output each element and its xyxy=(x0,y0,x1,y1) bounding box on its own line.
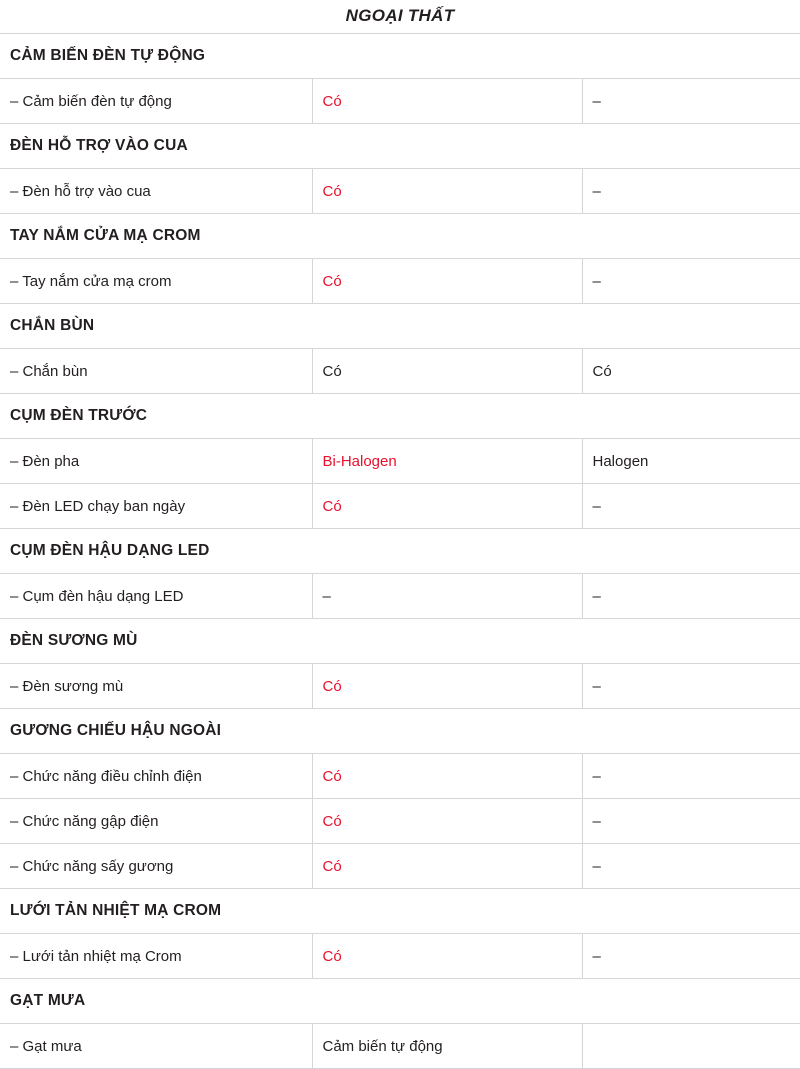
spec-value-variant-1: Có xyxy=(312,844,582,889)
table-row xyxy=(0,1024,800,1069)
spec-value-variant-2: – xyxy=(582,169,800,214)
spec-group-title: ĐÈN HỖ TRỢ VÀO CUA xyxy=(0,124,800,169)
spec-group-header-row xyxy=(0,304,800,349)
table-row xyxy=(0,484,800,529)
spec-value-variant-2: – xyxy=(582,664,800,709)
spec-value-variant-1: Cảm biến tự động xyxy=(312,1024,582,1069)
spec-group-title: CỤM ĐÈN HẬU DẠNG LED xyxy=(0,529,800,574)
spec-value-variant-1: Có xyxy=(312,79,582,124)
table-title-row xyxy=(0,0,800,34)
spec-group-header-row xyxy=(0,214,800,259)
spec-feature-label: – Chắn bùn xyxy=(0,349,312,394)
spec-feature-label: – Đèn hỗ trợ vào cua xyxy=(0,169,312,214)
spec-value-variant-2: Có xyxy=(582,349,800,394)
spec-group-title: LƯỚI TẢN NHIỆT MẠ CROM xyxy=(0,889,800,934)
spec-value-variant-2: Halogen xyxy=(582,439,800,484)
spec-feature-label: – Gạt mưa xyxy=(0,1024,312,1069)
spec-value-variant-1: Có xyxy=(312,169,582,214)
spec-group-title: CẢM BIẾN ĐÈN TỰ ĐỘNG xyxy=(0,34,800,79)
spec-feature-label: – Đèn pha xyxy=(0,439,312,484)
spec-value-variant-2: – xyxy=(582,484,800,529)
spec-group-title: TAY NẮM CỬA MẠ CROM xyxy=(0,214,800,259)
spec-group-header-row xyxy=(0,709,800,754)
table-row xyxy=(0,349,800,394)
spec-group-title: ĐÈN SƯƠNG MÙ xyxy=(0,619,800,664)
table-row xyxy=(0,439,800,484)
spec-feature-label: – Đèn LED chạy ban ngày xyxy=(0,484,312,529)
spec-value-variant-2: – xyxy=(582,844,800,889)
spec-group-title: CỤM ĐÈN TRƯỚC xyxy=(0,394,800,439)
spec-value-variant-2: – xyxy=(582,754,800,799)
spec-group-header-row xyxy=(0,529,800,574)
spec-value-variant-1: Có xyxy=(312,484,582,529)
spec-group-header-row xyxy=(0,394,800,439)
spec-value-variant-1: Có xyxy=(312,664,582,709)
spec-value-variant-2 xyxy=(582,1024,800,1069)
table-row xyxy=(0,664,800,709)
spec-value-variant-1: Có xyxy=(312,754,582,799)
spec-feature-label: – Chức năng điều chỉnh điện xyxy=(0,754,312,799)
table-row xyxy=(0,259,800,304)
spec-value-variant-1: Bi-Halogen xyxy=(312,439,582,484)
spec-value-variant-2: – xyxy=(582,79,800,124)
table-row xyxy=(0,799,800,844)
spec-group-header-row xyxy=(0,34,800,79)
spec-value-variant-1: Có xyxy=(312,934,582,979)
spec-feature-label: – Chức năng sấy gương xyxy=(0,844,312,889)
spec-feature-label: – Tay nắm cửa mạ crom xyxy=(0,259,312,304)
spec-feature-label: – Cảm biến đèn tự động xyxy=(0,79,312,124)
spec-group-header-row xyxy=(0,979,800,1024)
spec-value-variant-2: – xyxy=(582,934,800,979)
table-row xyxy=(0,169,800,214)
spec-value-variant-1: Có xyxy=(312,349,582,394)
spec-value-variant-2: – xyxy=(582,259,800,304)
spec-feature-label: – Đèn sương mù xyxy=(0,664,312,709)
table-row xyxy=(0,79,800,124)
spec-group-header-row xyxy=(0,889,800,934)
page-title: NGOẠI THẤT xyxy=(0,0,800,34)
spec-group-header-row xyxy=(0,619,800,664)
table-row xyxy=(0,574,800,619)
spec-feature-label: – Lưới tản nhiệt mạ Crom xyxy=(0,934,312,979)
table-row xyxy=(0,844,800,889)
spec-group-title: GƯƠNG CHIẾU HẬU NGOÀI xyxy=(0,709,800,754)
spec-group-title: CHẮN BÙN xyxy=(0,304,800,349)
table-row xyxy=(0,934,800,979)
spec-feature-label: – Chức năng gập điện xyxy=(0,799,312,844)
spec-value-variant-1: Có xyxy=(312,799,582,844)
spec-group-title: GẠT MƯA xyxy=(0,979,800,1024)
spec-group-header-row xyxy=(0,124,800,169)
spec-feature-label: – Cụm đèn hậu dạng LED xyxy=(0,574,312,619)
table-row xyxy=(0,754,800,799)
spec-value-variant-2: – xyxy=(582,799,800,844)
spec-value-variant-2: – xyxy=(582,574,800,619)
spec-value-variant-1: Có xyxy=(312,259,582,304)
spec-value-variant-1: – xyxy=(312,574,582,619)
